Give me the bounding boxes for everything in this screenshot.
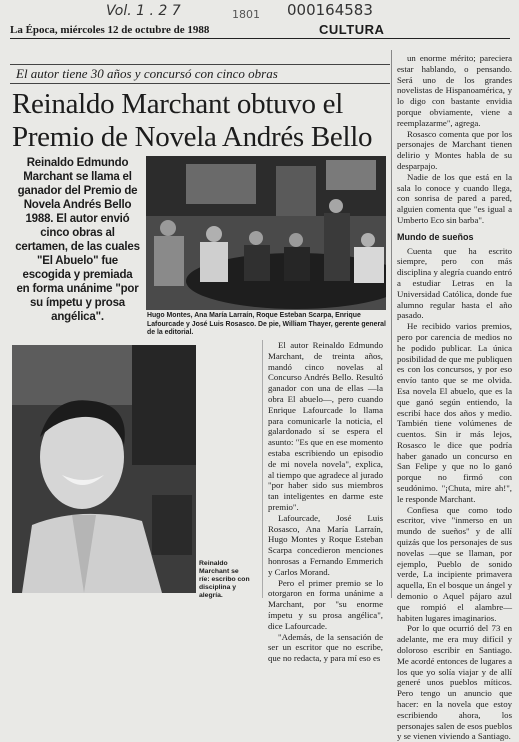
paragraph: Cuenta que ha escrito siempre, pero con más disciplina y alegría cuando entró a estudiar Letras en la Universidad Católica, donde fue alumno regular hasta el año pasado. [397,245,512,321]
jury-photo [146,156,386,310]
paragraph: Confiesa que como todo escritor, vive "inmerso en un mundo de sueños" y de allí quizás que los personajes de sus novelas —que se llaman, por ejemplo, Pueblo de sonido verde, La incipiente primavera aquella, En el bosque un ángel y demonio o Aquel pájaro azul que rompió el alambre— habiten lugares imaginarios. [397,504,512,623]
masthead [10,20,510,39]
headline-line-1: Reinaldo Marchant obtuvo el [12,88,343,120]
author-portrait [12,345,196,593]
paragraph: Lafourcade, José Luis Rosasco, Ana María Larraín, Hugo Montes y Roque Esteban Scarpa concedieron menciones honrosas a Fernando Emmerich y Carlos Morand. [268,512,383,577]
portrait-caption: Reinaldo Marchant se ríe: escribo con disciplina y alegría. [199,560,250,599]
headline-line-2: Premio de Novela Andrés Bello [12,121,373,153]
lead-paragraph: Reinaldo Edmundo Marchant se llama el ganador del Premio de Novela Andrés Bello 1988. El autor envió cinco obras al certamen, de las cuales "El Abuelo" fue escogida y premiada en forma unánime "por su ímpetu y prosa angélica". [15,157,140,323]
paragraph: un enorme mérito; pareciera estar hablando, o pensando. Será uno de los grandes novelistas de Hispanoamérica, y lo digo con bastante envidia porque obviamente, viene a reemplazarme", agrega. [397,53,512,128]
paragraph: Pero el primer premio se lo otorgaron en forma unánime a Marchant, por "su enorme ímpetu y su prosa angélica", dice Lafourcade. [268,577,383,631]
column-divider [391,50,392,598]
handwritten-annotation: 1801 [232,8,260,21]
paragraph: El autor Reinaldo Edmundo Marchant, de treinta años, mandó cinco novelas al Concurso Andrés Bello. Resultó ganador con una de ellas —la obra El abuelo—, pero cuando Enrique Lafourcade lo llama para comunicarle la noticia, el galardonado sí se espera el asunto: "Es que en ese momento estaba escribiendo un episodio de mi novela novela", explica, al tiempo que agradece al jurado "por haber sido sus miembros tan inteligentes en darme este premio". [268,340,383,512]
paragraph: "Además, de la sensación de ser un escritor que no escribe, que no redacta, y para mí eso es [268,631,383,664]
article-column-3 [397,53,512,742]
photo-caption: Hugo Montes, Ana María Larraín, Roque Esteban Scarpa, Enrique Lafourcade y José Luis Rosasco. De pie, William Thayer, gerente general de la editorial. [147,312,386,336]
column-divider [262,340,263,598]
paragraph: Por lo que ocurrió del 73 en adelante, me era muy difícil y doloroso escribir en Santiago. Me acordé entonces de lugares a los que yo solía viajar y de allí generé unos pueblos míticos. Pero tengo un anuncio que hacer: en la novela que estoy escribiendo ahora, los personajes salen de esos pueblos y se vienen viviendo a Santiago. [397,623,512,742]
handwritten-annotation: Vol. 1 . 2 7 [106,3,181,19]
paragraph: He recibido varios premios, pero por carencia de medios no he podido publicar. La única posibilidad de que me publiquen es con los concursos, y por eso envío tanto que se me olvida. Esa novela El abuelo, que es la que ganó según entiendo, la escribí hace dos años y medio. También tiene volúmenes de cuentos. Sin ir más lejos, Rosasco le dice que podría haber ganado un concurso en San Felipe y que no lo ganó porque no firmó con seudónimo. "¡Chuta, mire ah!", le responde Marchant. [397,321,512,504]
masthead-date: La Época, miércoles 12 de octubre de 1988 [10,24,210,36]
headline [12,88,392,154]
subheading: Mundo de sueños [397,231,474,242]
paragraph: Nadie de los que está en la sala lo conoce y cuando llega, con sonrisa de pared a pared, alguien comenta que "es igual a Umberto Eco sin barba". [397,171,512,225]
article-column-2 [268,340,383,664]
section-label: CULTURA [319,22,385,37]
kicker: El autor tiene 30 años y concursó con cinco obras [10,64,390,84]
archive-number: 000164583 [287,1,373,19]
paragraph: Rosasco comenta que por los personajes de Marchant tienen delirio y Montes habla de su desparpajo. [397,128,512,171]
